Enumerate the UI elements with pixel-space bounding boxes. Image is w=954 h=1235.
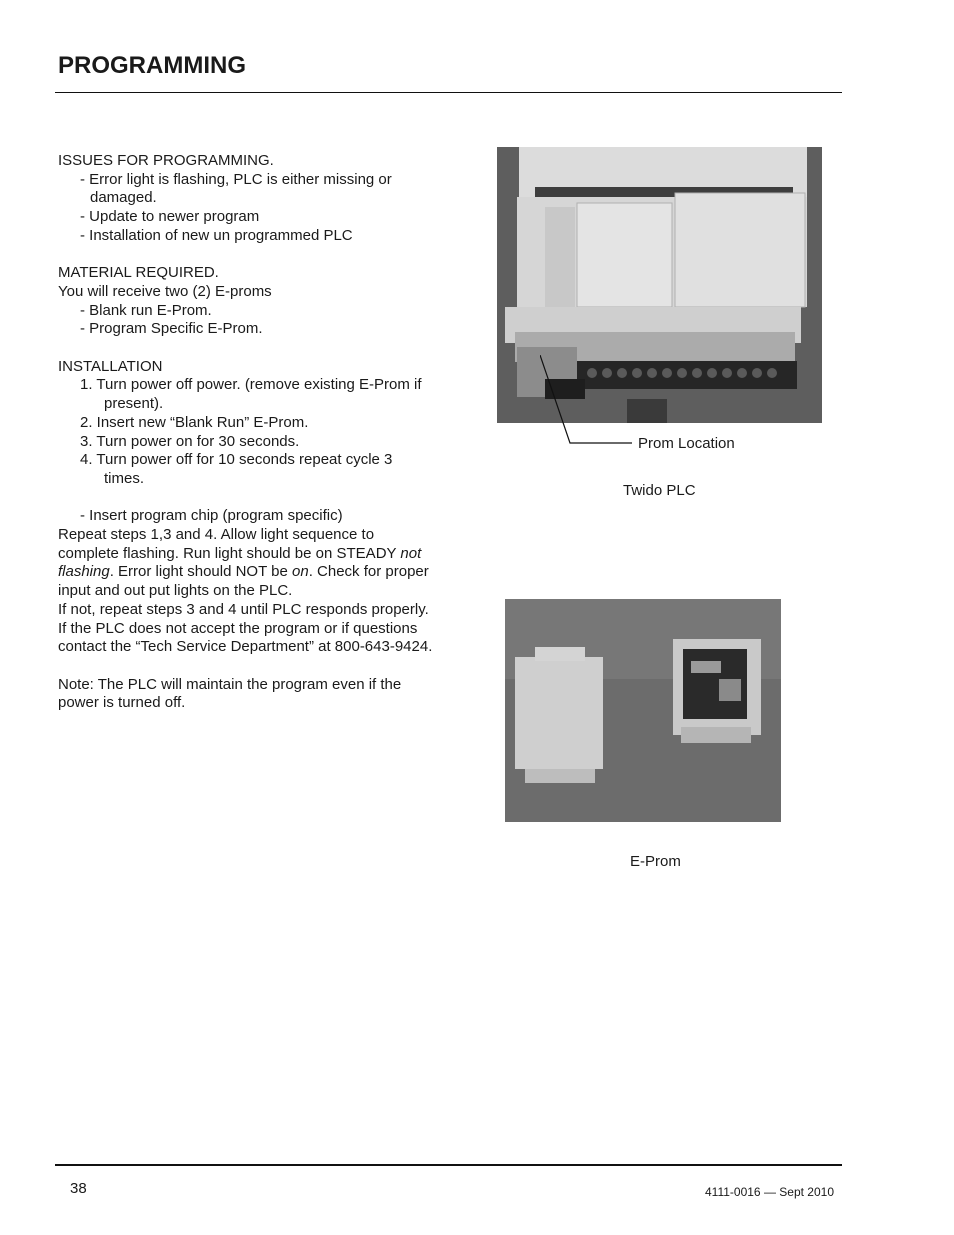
issue-item-continued: damaged. <box>90 189 157 207</box>
material-item: - Program Specific E-Prom. <box>80 320 263 338</box>
instructions-column <box>58 152 468 713</box>
insert-chip-step: - Insert program chip (program specific) <box>80 507 343 525</box>
installation-step: 2. Insert new “Blank Run” E-Prom. <box>80 413 309 431</box>
prom-location-label: Prom Location <box>638 435 735 452</box>
header-rule <box>55 92 842 93</box>
instruction-line: Repeat steps 1,3 and 4. Allow light sequence to <box>58 526 375 544</box>
issue-item: - Installation of new un programmed PLC <box>80 226 353 244</box>
twido-plc-caption: Twido PLC <box>623 482 696 499</box>
material-intro: You will receive two (2) E-proms <box>58 282 272 300</box>
page-number: 38 <box>70 1180 87 1197</box>
issue-item: - Error light is flashing, PLC is either missing or <box>80 170 392 188</box>
note-line: Note: The PLC will maintain the program even if the <box>58 675 402 693</box>
material-heading: MATERIAL REQUIRED. <box>58 264 219 282</box>
prom-location-leader-line <box>540 355 640 455</box>
instruction-line: complete flashing. Run light should be on STEADY not <box>58 544 422 562</box>
material-item: - Blank run E-Prom. <box>80 301 212 319</box>
footer-rule <box>55 1164 842 1166</box>
eprom-illustration <box>505 599 781 822</box>
instruction-line: contact the “Tech Service Department” at 800-643-9424. <box>58 638 433 656</box>
installation-step: 4. Turn power off for 10 seconds repeat cycle 3 <box>80 451 393 469</box>
installation-step-continued: present). <box>104 395 164 413</box>
instruction-line: flashing. Error light should NOT be on. Check for proper <box>58 563 429 581</box>
installation-heading: INSTALLATION <box>58 357 163 375</box>
installation-step: 3. Turn power on for 30 seconds. <box>80 432 300 450</box>
instruction-line: input and out put lights on the PLC. <box>58 582 293 600</box>
instruction-line: If not, repeat steps 3 and 4 until PLC responds properly. <box>58 600 429 618</box>
document-reference: 4111-0016 — Sept 2010 <box>705 1185 834 1199</box>
installation-step: 1. Turn power off power. (remove existing E-Prom if <box>80 376 422 394</box>
eprom-caption: E-Prom <box>630 853 681 870</box>
instruction-line: If the PLC does not accept the program or if questions <box>58 619 418 637</box>
issue-item: - Update to newer program <box>80 208 260 226</box>
note-line: power is turned off. <box>58 694 186 712</box>
issues-heading: ISSUES FOR PROGRAMMING. <box>58 152 274 169</box>
page-title: PROGRAMMING <box>58 52 246 79</box>
eprom-photo <box>505 599 781 822</box>
installation-step-continued: times. <box>104 469 145 487</box>
